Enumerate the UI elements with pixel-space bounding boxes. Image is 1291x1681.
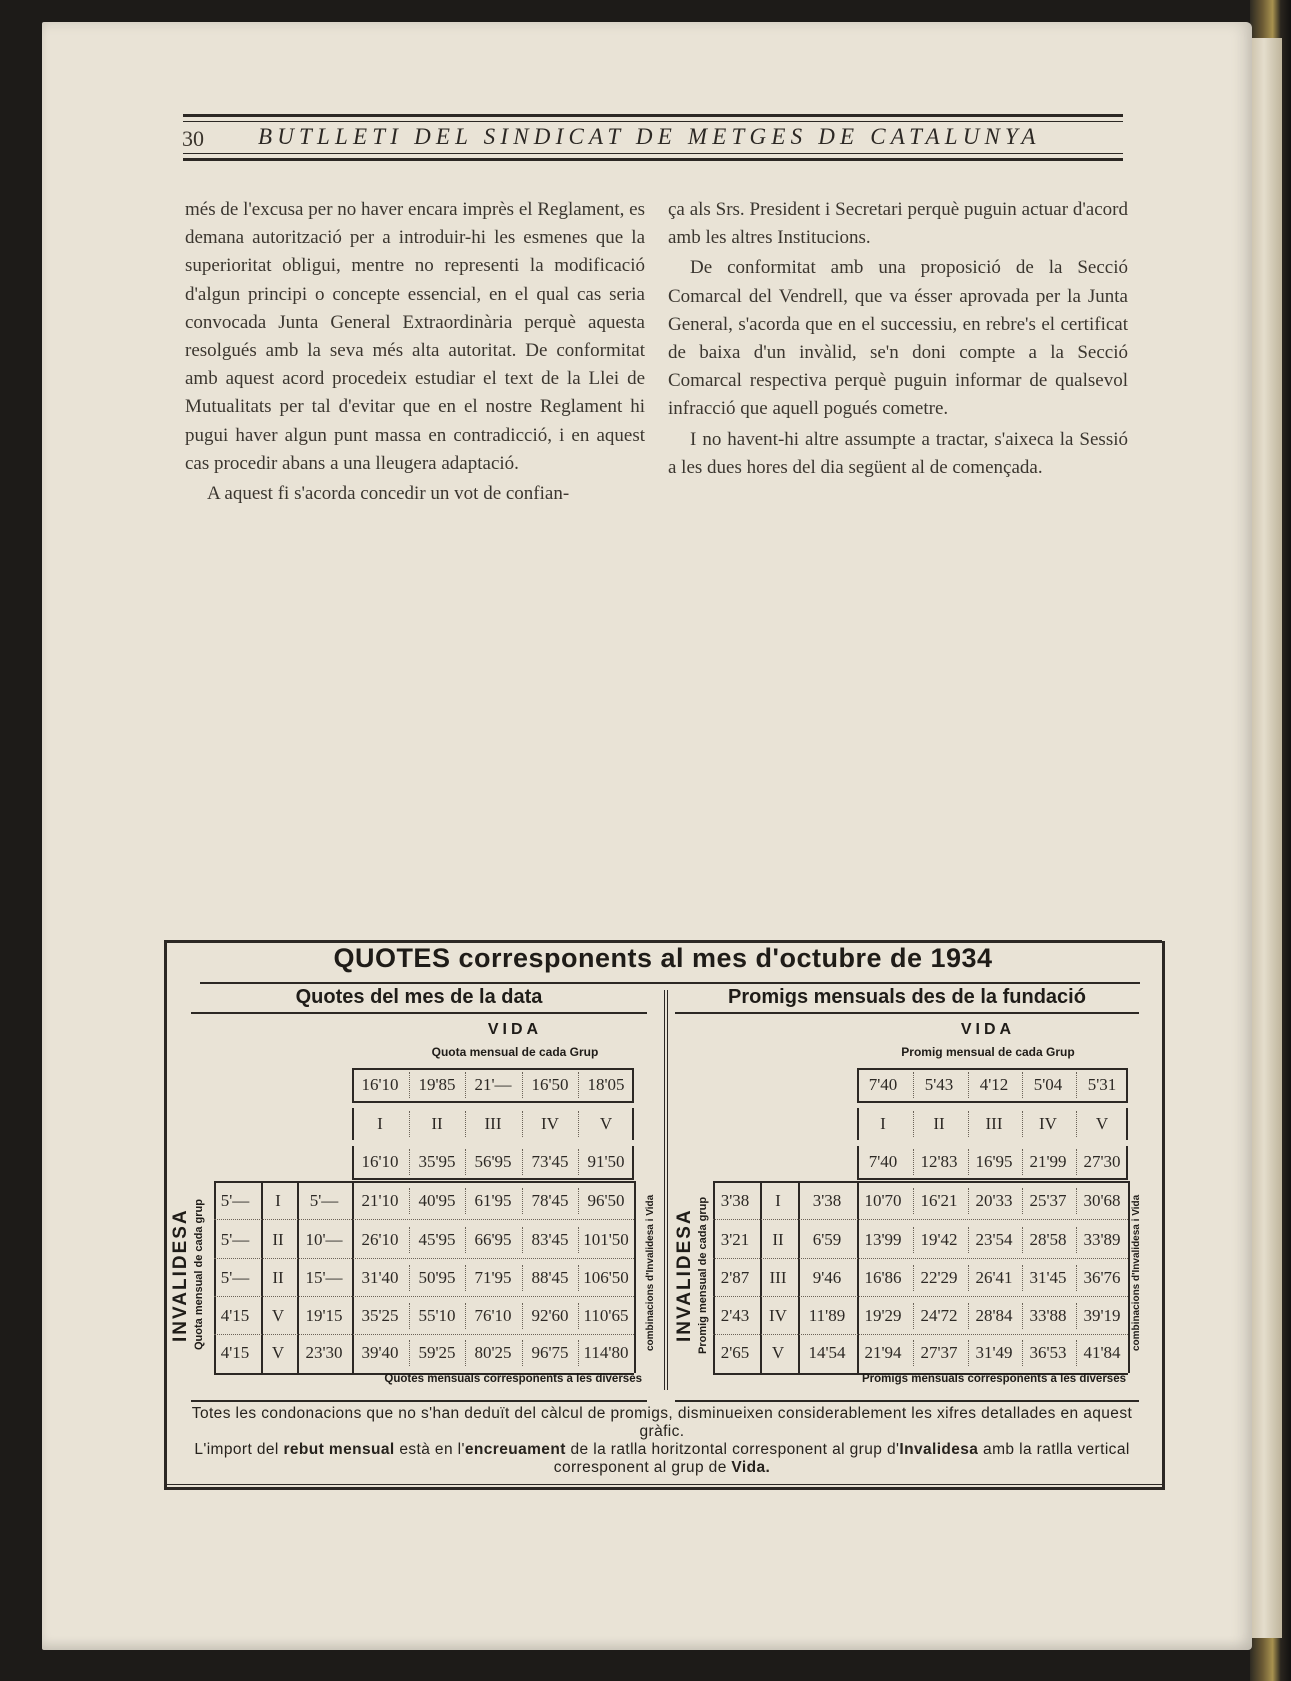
section-rule <box>675 1012 1139 1014</box>
cell-divider <box>913 1188 914 1214</box>
vida-value: 19'85 <box>418 1075 456 1094</box>
left-section-heading: Quotes del mes de la data <box>295 986 543 1008</box>
cell-divider <box>409 1072 410 1098</box>
row-divider <box>713 1334 1128 1335</box>
row-divider <box>713 1219 1128 1220</box>
cell-divider <box>913 1072 914 1098</box>
cell-divider <box>409 1227 410 1253</box>
note-line <box>172 1441 1152 1477</box>
combined-value: 13'99 <box>864 1230 902 1249</box>
invalidesa-cumulative: 5'— <box>309 1191 339 1210</box>
combined-value: 16'86 <box>864 1268 902 1287</box>
header-rule <box>183 153 1123 154</box>
combined-value: 92'60 <box>531 1306 569 1325</box>
combined-value: 19'42 <box>920 1230 958 1249</box>
header-rule <box>183 114 1123 117</box>
vida-group-numeral: I <box>880 1114 886 1133</box>
cell-divider <box>578 1227 579 1253</box>
cell-divider <box>465 1072 466 1098</box>
cell-divider <box>409 1111 410 1137</box>
note-emphasis: encreuament <box>464 1441 566 1458</box>
cell-divider <box>465 1111 466 1137</box>
vida-group-numeral: IV <box>541 1114 559 1133</box>
combined-value: 27'37 <box>920 1343 958 1362</box>
cell-divider <box>1076 1265 1077 1291</box>
note-text: amb la ratlla vertical corresponent al grup de <box>553 1441 1130 1476</box>
cell-divider <box>465 1340 466 1366</box>
separator-rule <box>675 1400 1139 1402</box>
invalidesa-quota: 2'65 <box>720 1343 750 1362</box>
cell-divider <box>1076 1340 1077 1366</box>
invalidesa-quota: 5'— <box>220 1230 250 1249</box>
invalidesa-group: V <box>271 1306 285 1325</box>
cell-divider <box>409 1265 410 1291</box>
vida-value: 16'10 <box>361 1152 399 1171</box>
left-column <box>185 196 645 508</box>
invalidesa-group: III <box>769 1268 787 1287</box>
vida-group-numeral: I <box>377 1114 383 1133</box>
cell-divider <box>913 1111 914 1137</box>
cell-divider <box>578 1265 579 1291</box>
cell-divider <box>1076 1227 1077 1253</box>
combined-value: 96'50 <box>587 1191 625 1210</box>
combined-value: 45'95 <box>418 1230 456 1249</box>
combined-value: 31'45 <box>1029 1268 1067 1287</box>
combined-value: 110'65 <box>583 1306 629 1325</box>
combined-value: 96'75 <box>531 1343 569 1362</box>
cell-divider <box>578 1149 579 1175</box>
row-divider <box>713 1258 1128 1259</box>
note-emphasis: Invalidesa <box>899 1441 979 1458</box>
vida-value: 21'— <box>474 1075 512 1094</box>
invalidesa-quota: 4'15 <box>220 1343 250 1362</box>
vida-value: 5'04 <box>1033 1075 1063 1094</box>
invalidesa-group: II <box>272 1268 284 1287</box>
page-number: 30 <box>182 126 204 151</box>
grid-rule <box>857 1101 1128 1103</box>
combined-value: 71'95 <box>474 1268 512 1287</box>
cell-divider <box>578 1111 579 1137</box>
cell-divider <box>578 1072 579 1098</box>
cell-divider <box>968 1188 969 1214</box>
cell-divider <box>1076 1149 1077 1175</box>
grid-rule <box>214 1181 634 1183</box>
cell-divider <box>1022 1340 1023 1366</box>
combined-value: 22'29 <box>920 1268 958 1287</box>
paragraph: ça als Srs. President i Secretari perquè puguin actuar d'acord amb les altres Institucions. <box>668 199 1128 249</box>
row-divider <box>214 1334 634 1335</box>
vida-value: 56'95 <box>474 1152 512 1171</box>
combined-value: 25'37 <box>1029 1191 1067 1210</box>
vida-value: 91'50 <box>587 1152 625 1171</box>
combined-value: 59'25 <box>418 1343 456 1362</box>
grid-rule <box>1128 1181 1130 1373</box>
combined-value: 88'45 <box>531 1268 569 1287</box>
combined-value: 106'50 <box>583 1268 629 1287</box>
note-text: L'import del <box>194 1441 284 1458</box>
vida-value: 16'10 <box>361 1075 399 1094</box>
invalidesa-group: V <box>771 1343 785 1362</box>
combined-value: 33'89 <box>1083 1230 1121 1249</box>
vida-group-numeral: IV <box>1039 1114 1057 1133</box>
combined-value: 41'84 <box>1083 1343 1121 1362</box>
quotes-title: QUOTES corresponents al mes d'octubre de 1934 <box>333 943 993 973</box>
grid-rule <box>352 1178 634 1180</box>
combined-value: 10'70 <box>864 1191 902 1210</box>
combined-value: 36'53 <box>1029 1343 1067 1362</box>
grid-rule <box>713 1181 1128 1183</box>
note-line: Totes les condonacions que no s'han deduït del càlcul de promigs, disminueixen considerablement les xifres detallades en aquest gràfic. <box>191 1405 1133 1440</box>
cell-divider <box>968 1072 969 1098</box>
row-divider <box>214 1219 634 1220</box>
grid-footer: Promigs mensuals corresponents a les diverses <box>862 1373 1126 1385</box>
vida-group-numeral: II <box>933 1114 945 1133</box>
combined-value: 31'40 <box>361 1268 399 1287</box>
cell-divider <box>1022 1111 1023 1137</box>
title-rule <box>200 982 1140 984</box>
vida-value: 21'99 <box>1029 1152 1067 1171</box>
cell-divider <box>968 1227 969 1253</box>
invalidesa-label: INVALIDESA <box>674 1208 695 1342</box>
vida-value: 4'12 <box>979 1075 1009 1094</box>
cell-divider <box>1076 1303 1077 1329</box>
right-section-heading: Promigs mensuals des de la fundació <box>728 986 1086 1008</box>
right-column <box>668 196 1128 482</box>
combined-value: 55'10 <box>418 1306 456 1325</box>
invalidesa-label: INVALIDESA <box>170 1208 191 1342</box>
combined-value: 19'29 <box>864 1306 902 1325</box>
invalidesa-group: II <box>772 1230 784 1249</box>
vida-value: 27'30 <box>1083 1152 1121 1171</box>
combined-value: 114'80 <box>583 1343 629 1362</box>
cell-divider <box>968 1265 969 1291</box>
invalidesa-cumulative: 3'38 <box>812 1191 842 1210</box>
combined-value: 28'58 <box>1029 1230 1067 1249</box>
cell-divider <box>968 1111 969 1137</box>
invalidesa-quota: 5'— <box>220 1268 250 1287</box>
cell-divider <box>465 1188 466 1214</box>
grid-rule <box>857 1068 1128 1070</box>
invalidesa-sublabel: Promig mensual de cada grup <box>697 1196 709 1354</box>
cell-divider <box>913 1149 914 1175</box>
cell-divider <box>968 1303 969 1329</box>
combined-value: 39'19 <box>1083 1306 1121 1325</box>
invalidesa-group: I <box>775 1191 781 1210</box>
paragraph: I no havent-hi altre assumpte a tractar, s'aixeca la Sessió a les dues hores del dia següent al de començada. <box>668 428 1128 478</box>
next-page-edge <box>1252 38 1282 1638</box>
cell-divider <box>409 1188 410 1214</box>
cell-divider <box>465 1149 466 1175</box>
combined-value: 16'21 <box>920 1191 958 1210</box>
cell-divider <box>1022 1188 1023 1214</box>
combined-value: 83'45 <box>531 1230 569 1249</box>
combined-value: 31'49 <box>975 1343 1013 1362</box>
invalidesa-cumulative: 15'— <box>305 1268 343 1287</box>
invalidesa-group: V <box>271 1343 285 1362</box>
combined-value: 33'88 <box>1029 1306 1067 1325</box>
cell-divider <box>409 1149 410 1175</box>
vida-value: 16'50 <box>531 1075 569 1094</box>
vida-value: 16'95 <box>975 1152 1013 1171</box>
notes <box>172 1405 1152 1477</box>
box-rule <box>164 1484 1162 1485</box>
grid-rule <box>352 1068 634 1070</box>
cell-divider <box>465 1303 466 1329</box>
combined-value: 30'68 <box>1083 1191 1121 1210</box>
combined-value: 21'94 <box>864 1343 902 1362</box>
invalidesa-group: I <box>275 1191 281 1210</box>
combined-value: 24'72 <box>920 1306 958 1325</box>
cell-divider <box>578 1303 579 1329</box>
cell-divider <box>1076 1111 1077 1137</box>
cell-divider <box>1022 1227 1023 1253</box>
cell-divider <box>578 1188 579 1214</box>
cell-divider <box>522 1188 523 1214</box>
vida-group-numeral: V <box>1095 1114 1109 1133</box>
note-text: està en l' <box>394 1441 465 1458</box>
cell-divider <box>522 1072 523 1098</box>
cell-divider <box>1022 1149 1023 1175</box>
cell-divider <box>522 1303 523 1329</box>
vida-value: 73'45 <box>531 1152 569 1171</box>
combined-value: 35'25 <box>361 1306 399 1325</box>
cell-divider <box>913 1340 914 1366</box>
paragraph: De conformitat amb una proposició de la Secció Comarcal del Vendrell, que va ésser aprovada per la Junta General, s'acorda que en el successiu, en rebre's el certificat de baixa d'un invàlid, se'n doni compte a la Secció Comarcal respectiva perquè puguin informar de qualsevol infracció que aquell pogués cometre. <box>668 257 1128 420</box>
cell-divider <box>968 1149 969 1175</box>
mid-divider <box>664 990 668 1390</box>
vida-value: 5'31 <box>1087 1075 1117 1094</box>
grid-rule <box>352 1101 634 1103</box>
invalidesa-sublabel: Quota mensual de cada grup <box>193 1199 205 1351</box>
cell-divider <box>522 1265 523 1291</box>
combined-value: 21'10 <box>361 1191 399 1210</box>
combined-value: 80'25 <box>474 1343 512 1362</box>
note-emphasis: rebut mensual <box>283 1441 395 1458</box>
vida-value: 7'40 <box>868 1152 898 1171</box>
vida-value: 5'43 <box>924 1075 954 1094</box>
combined-value: 23'54 <box>975 1230 1013 1249</box>
vida-value: 35'95 <box>418 1152 456 1171</box>
running-head: BUTLLETI DEL SINDICAT DE METGES DE CATALUNYA <box>258 124 1041 149</box>
combined-value: 28'84 <box>975 1306 1013 1325</box>
cell-divider <box>968 1340 969 1366</box>
cell-divider <box>409 1303 410 1329</box>
row-divider <box>214 1296 634 1297</box>
row-divider <box>713 1296 1128 1297</box>
grid-rule <box>634 1181 636 1373</box>
combined-value: 39'40 <box>361 1343 399 1362</box>
combined-value: 101'50 <box>583 1230 629 1249</box>
row-divider <box>214 1258 634 1259</box>
cell-divider <box>1022 1072 1023 1098</box>
paragraph: A aquest fi s'acorda concedir un vot de confian- <box>207 483 570 505</box>
header-rule <box>183 121 1123 122</box>
vida-group-numeral: II <box>431 1114 443 1133</box>
cell-divider <box>913 1265 914 1291</box>
cell-divider <box>522 1227 523 1253</box>
cell-divider <box>1076 1072 1077 1098</box>
combined-value: 36'76 <box>1083 1268 1121 1287</box>
cell-divider <box>913 1227 914 1253</box>
combined-value: 40'95 <box>418 1191 456 1210</box>
note-text: de la ratlla horitzontal corresponent al grup d' <box>565 1441 900 1458</box>
cell-divider <box>522 1340 523 1366</box>
combined-value: 26'10 <box>361 1230 399 1249</box>
vida-label: VIDA <box>960 1021 1016 1038</box>
cell-divider <box>578 1340 579 1366</box>
vida-sublabel: Quota mensual de cada Grup <box>431 1045 599 1059</box>
vida-value: 18'05 <box>587 1075 625 1094</box>
cell-divider <box>1076 1188 1077 1214</box>
combined-value: 76'10 <box>474 1306 512 1325</box>
combined-value: 78'45 <box>531 1191 569 1210</box>
invalidesa-cumulative: 11'89 <box>808 1306 846 1325</box>
separator-rule <box>191 1400 647 1402</box>
invalidesa-quota: 4'15 <box>220 1306 250 1325</box>
invalidesa-cumulative: 14'54 <box>808 1343 846 1362</box>
cell-divider <box>409 1340 410 1366</box>
cell-divider <box>913 1303 914 1329</box>
cell-divider <box>522 1149 523 1175</box>
invalidesa-group: IV <box>769 1306 787 1325</box>
cell-divider <box>1022 1265 1023 1291</box>
combinations-label: combinacions d'Invalidesa i Vida <box>1131 1194 1142 1352</box>
invalidesa-cumulative: 23'30 <box>305 1343 343 1362</box>
invalidesa-cumulative: 6'59 <box>812 1230 842 1249</box>
vida-group-numeral: V <box>599 1114 613 1133</box>
vida-label: VIDA <box>487 1021 543 1038</box>
grid-rule <box>857 1178 1128 1180</box>
combinations-label: combinacions d'Invalidesa i Vida <box>645 1194 656 1352</box>
invalidesa-quota: 3'21 <box>720 1230 750 1249</box>
combined-value: 20'33 <box>975 1191 1013 1210</box>
invalidesa-quota: 2'87 <box>720 1268 750 1287</box>
combined-value: 26'41 <box>975 1268 1013 1287</box>
box-rule <box>164 1487 1162 1490</box>
combined-value: 66'95 <box>474 1230 512 1249</box>
vida-group-numeral: III <box>985 1114 1003 1133</box>
invalidesa-group: II <box>272 1230 284 1249</box>
cell-divider <box>522 1111 523 1137</box>
invalidesa-cumulative: 10'— <box>305 1230 343 1249</box>
grid-footer: Quotes mensuals corresponents a les diverses <box>384 1373 642 1385</box>
invalidesa-quota: 2'43 <box>720 1306 750 1325</box>
combined-value: 61'95 <box>474 1191 512 1210</box>
cell-divider <box>1022 1303 1023 1329</box>
invalidesa-cumulative: 19'15 <box>305 1306 343 1325</box>
vida-value: 7'40 <box>868 1075 898 1094</box>
vida-sublabel: Promig mensual de cada Grup <box>901 1045 1075 1059</box>
invalidesa-quota: 5'— <box>220 1191 250 1210</box>
vida-value: 12'83 <box>920 1152 958 1171</box>
combined-value: 50'95 <box>418 1268 456 1287</box>
section-rule <box>191 1012 647 1014</box>
note-emphasis: Vida. <box>731 1459 771 1476</box>
paragraph: més de l'excusa per no haver encara imprès el Reglament, es demana autorització per a introduir-hi les esmenes que la superioritat obligui, mentre no representi la modificació d'algun principi o concepte essencial, en el qual cas seria convocada Junta General Extraordinària perquè aquesta resolgués amb la seva més alta autoritat. De conformitat amb aquest acord procedeix estudiar el text de la Llei de Mutualitats per tal d'evitar que en el nostre Reglament hi pugui haver algun punt massa en contradicció, i en aquest cas procedir abans a una lleugera adaptació. <box>185 199 645 474</box>
cell-divider <box>465 1227 466 1253</box>
invalidesa-quota: 3'38 <box>720 1191 750 1210</box>
invalidesa-cumulative: 9'46 <box>812 1268 842 1287</box>
vida-group-numeral: III <box>484 1114 502 1133</box>
cell-divider <box>465 1265 466 1291</box>
header-rule <box>183 158 1123 161</box>
